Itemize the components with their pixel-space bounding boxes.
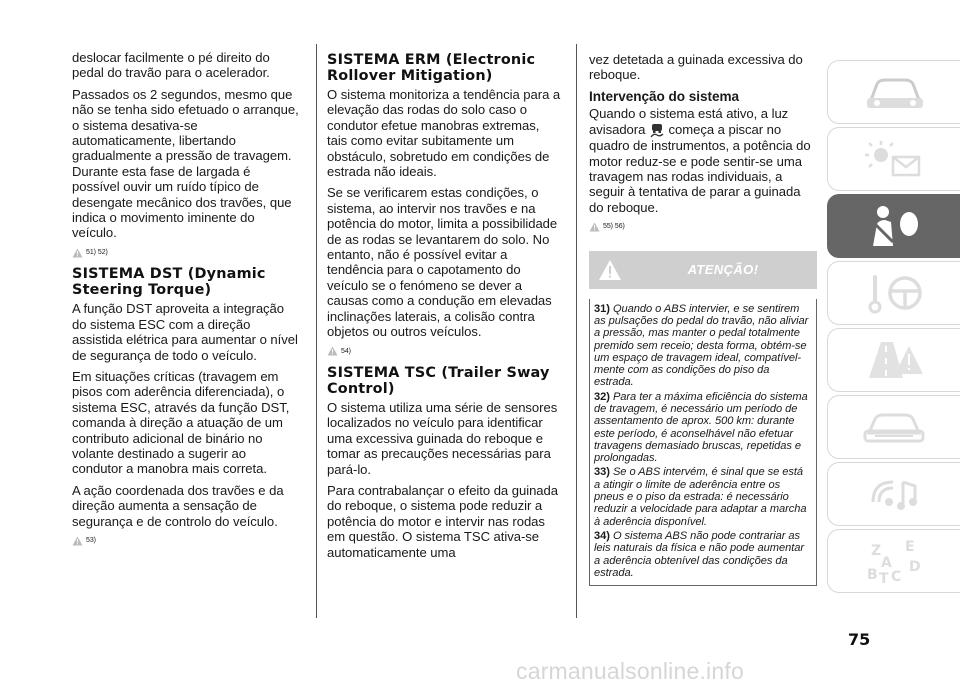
tab-starting-driving[interactable] — [827, 261, 960, 325]
trailer-sway-warning-icon — [649, 122, 665, 138]
note-text: O sistema ABS não pode contrariar as leis naturais da física e não pode aumentar a aderência obtenível das condições da estrada. — [594, 529, 804, 579]
tab-car[interactable] — [827, 60, 960, 124]
refs-label: 55) 56) — [603, 223, 625, 231]
refs-label: 54) — [341, 347, 351, 355]
column-divider — [576, 44, 577, 618]
paragraph: O sistema monitoriza a tendência para a elevação das rodas do solo caso o condutor efetue manobras extremas, tais como evitar subitamente um obstáculo, sobretudo em condições de estrada não ideais. — [327, 87, 561, 180]
paragraph: O sistema utiliza uma série de sensores localizados no veículo para identificar uma excessiva guinada do reboque e tomar as precauções necessárias para pará-lo. — [327, 399, 558, 477]
warning-note — [594, 391, 812, 465]
paragraph: vez detetada a guinada excessiva do reboque. — [589, 52, 803, 83]
warning-refs[interactable] — [589, 219, 817, 234]
refs-label: 51) 52) — [86, 248, 108, 256]
paragraph: Passados os 2 segundos, mesmo que não se tenha sido efetuado o arranque, o sistema desativa-se automaticamente, libertando gradualmente a pressão de travagem. Durante esta fase de largada é possível ouvir um ruído típico de desengate mecânico dos travões, que indica o movimento iminente do veículo. — [72, 86, 299, 241]
warning-note — [594, 530, 812, 579]
road-warning-icon — [859, 338, 929, 382]
tab-warning-lights[interactable] — [827, 127, 960, 191]
svg-text:B: B — [867, 567, 878, 583]
column-divider — [316, 44, 317, 618]
text-fragment: Quando o sistema está ativo, a luz avisadora — [589, 106, 789, 137]
warning-lights-icon — [859, 137, 929, 181]
warning-note — [594, 466, 812, 527]
warning-triangle-icon — [72, 536, 83, 546]
warning-refs[interactable] — [327, 344, 563, 359]
column-1 — [72, 50, 300, 554]
note-text: Para ter a máxima eficiência do sistema de travagem, é necessário um período de assentamento de aprox. 500 km: durante este período, é aconselhável não efetuar travagens demasiado bruscas, repetidas e prolongadas. — [594, 390, 808, 465]
seatbelt-airbag-icon — [859, 202, 929, 250]
car-front-icon — [859, 70, 929, 114]
page-number: 75 — [848, 630, 871, 649]
tab-maintenance[interactable] — [827, 395, 960, 459]
svg-text:T: T — [879, 571, 889, 585]
chapter-tabs — [827, 60, 960, 596]
svg-text:E: E — [905, 539, 915, 555]
column-3 — [589, 52, 817, 586]
paragraph: Para contrabalançar o efeito da guinada do reboque, o sistema pode reduzir a potência do motor e intervir nas rodas em questão. O sistema TSC ativa-se automaticamente uma — [327, 482, 558, 560]
section-heading-dst: SISTEMA DST (Dynamic Steering Torque) — [72, 266, 266, 299]
tab-emergency[interactable] — [827, 328, 960, 392]
warning-refs[interactable] — [72, 533, 300, 548]
note-number: 32) — [594, 390, 610, 403]
note-text: Se o ABS intervém, é sinal que se está a atingir o limite de aderência entre os pneus e o piso da estrada: é necessário reduzir a velocidade para adaptar a marcha à aderência disponível. — [594, 466, 807, 528]
subheading-intervention: Intervenção do sistema — [589, 88, 739, 104]
watermark: carmanualsonline.info — [516, 658, 744, 684]
paragraph: A ação coordenada dos travões e da direção aumenta a sensação de segurança e de controlo do veículo. — [72, 482, 284, 529]
warning-note — [594, 303, 812, 389]
text-fragment: começa a piscar no quadro de instrumentos, a potência do motor reduz-se e pode sentir-se uma travagem nas rodas individuais, a seguir à tentativa de parar a guinada do reboque. — [589, 121, 811, 215]
car-service-icon — [859, 405, 929, 449]
section-heading-erm: SISTEMA ERM (Electronic Rollover Mitigation) — [327, 52, 536, 84]
column-2 — [327, 52, 563, 566]
multimedia-icon — [859, 472, 929, 516]
svg-text:A: A — [881, 555, 892, 571]
warning-refs[interactable] — [72, 245, 300, 260]
svg-text:D: D — [909, 559, 921, 575]
key-steering-icon — [859, 271, 929, 315]
section-heading-tsc: SISTEMA TSC (Trailer Sway Control) — [327, 364, 550, 397]
tab-index[interactable] — [827, 529, 960, 593]
tab-safety[interactable] — [827, 194, 960, 258]
warning-title: ATENÇÃO! — [687, 261, 759, 277]
index-letters-icon — [859, 537, 929, 585]
note-number: 33) — [594, 466, 610, 479]
svg-text:C: C — [891, 569, 902, 585]
refs-label: 53) — [86, 536, 96, 544]
paragraph: A função DST aproveita a integração do sistema ESC com a direção assistida elétrica para aumentar o nível de segurança de todo o veículo. — [72, 301, 298, 363]
paragraph: deslocar facilmente o pé direito do pedal do travão para o acelerador. — [72, 50, 270, 81]
note-number: 31) — [594, 302, 610, 315]
warning-triangle-icon — [327, 346, 338, 356]
paragraph: Se se verificarem estas condições, o sistema, ao intervir nos travões e na potência do motor, limita a possibilidade de as rodas se levantarem do solo. No entanto, não é possível evitar a tendência para o capotamento do veículo se o fenómeno se dever a causas como a condução em elevadas inclinações laterais, a colisão contra objetos ou outros veículos. — [327, 185, 558, 340]
paragraph — [589, 106, 817, 215]
warning-header — [589, 251, 817, 289]
note-text: Quando o ABS intervier, e se sentirem as pulsações do pedal do travão, não aliviar a pressão, mas manter o pedal totalmente premido sem receio; desta forma, obtém-se um espaço de travagem ideal, compatívelmente com as condições do piso da estrada. — [594, 302, 809, 389]
warning-box — [589, 299, 817, 587]
warning-triangle-icon — [589, 222, 600, 232]
tab-multimedia[interactable] — [827, 462, 960, 526]
warning-triangle-icon — [72, 248, 83, 258]
note-number: 34) — [594, 529, 610, 542]
paragraph: Em situações críticas (travagem em pisos com aderência diferenciada), o sistema ESC, através da função DST, comanda à direção a atuação de um contributo adicional de binário no volante destinado a sugerir ao condutor a manobra mais correta. — [72, 368, 290, 477]
svg-text:Z: Z — [871, 543, 882, 559]
